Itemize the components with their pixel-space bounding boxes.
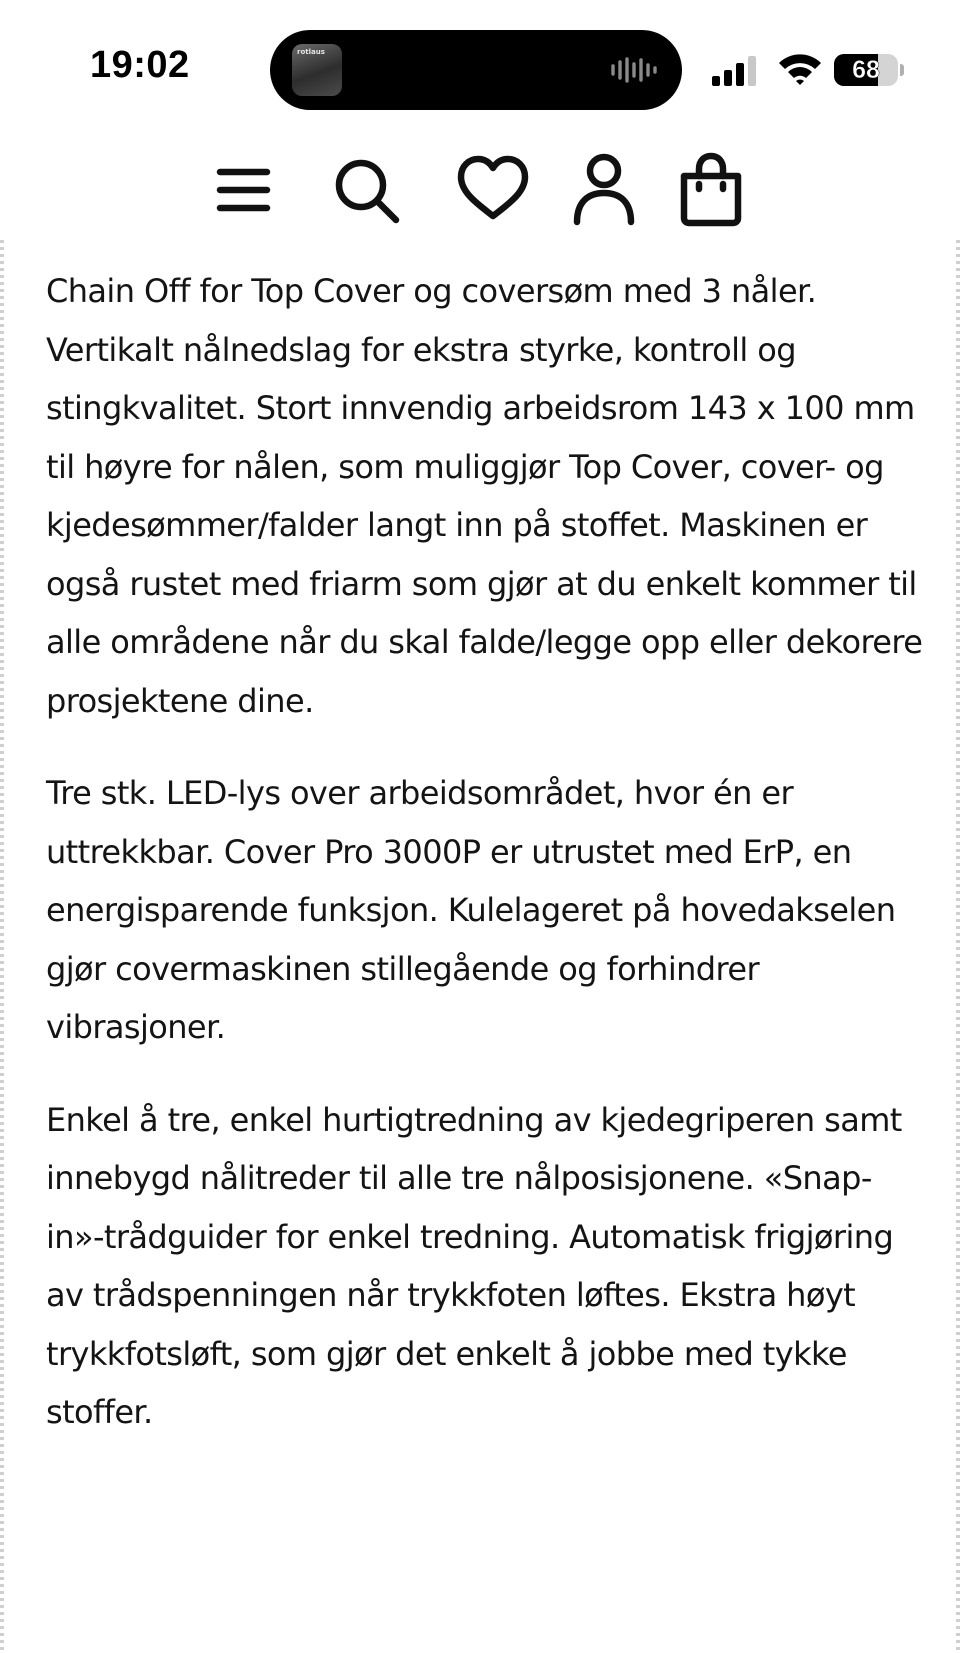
menu-button[interactable] xyxy=(211,152,287,228)
description-paragraph: Enkel å tre, enkel hurtigtredning av kjedegriperen samt innebygd nålitreder til alle tre nålposisjonene. «Snap-in»-trådguider for enkel tredning. Automatisk frigjøring av trådspenningen når trykkfoten løftes. Ekstra høyt trykkfotsløft, som gjør det enkelt å jobbe med tykke stoffer. xyxy=(46,1100,902,1431)
page-edge-left xyxy=(0,240,4,1653)
cellular-signal-icon xyxy=(712,56,760,86)
menu-icon xyxy=(211,152,287,228)
page-edge-right xyxy=(956,240,960,1653)
wishlist-button[interactable] xyxy=(455,152,531,228)
description-paragraph: Tre stk. LED-lys over arbeidsområdet, hvor én er uttrekkbar. Cover Pro 3000P er utrustet med ErP, en energisparende funksjon. Kulelageret på hovedakselen gjør covermaskinen stillegående og forhindrer vibrasjoner. xyxy=(46,774,896,1046)
status-time: 19:02 xyxy=(90,44,190,86)
search-icon xyxy=(330,152,406,228)
shop-nav-bar xyxy=(0,140,960,240)
audio-waveform-icon xyxy=(610,56,658,84)
description-paragraph: Chain Off for Top Cover og coversøm med 3 nåler. Vertikalt nålnedslag for ekstra styrke, kontroll og stingkvalitet. Stort innvendig arbeidsrom 143 x 100 mm til høyre for nålen, som muliggjør Top Cover, cover- og kjedesømmer/falder langt inn på stoffet. Maskinen er også rustet med friarm som gjør at du enkelt kommer til alle områdene når du skal falde/legge opp eller dekorere prosjektene dine. xyxy=(46,272,923,720)
now-playing-artwork-text: rotlaus xyxy=(297,48,325,56)
product-description xyxy=(46,262,926,1476)
now-playing-artwork xyxy=(292,44,342,96)
search-button[interactable] xyxy=(330,152,406,228)
cart-button[interactable] xyxy=(673,152,749,228)
user-icon xyxy=(566,152,642,228)
account-button[interactable] xyxy=(566,152,642,228)
heart-icon xyxy=(455,152,531,228)
status-bar xyxy=(0,0,960,140)
battery-percent-label: 68 xyxy=(852,56,880,84)
dynamic-island[interactable] xyxy=(270,30,682,110)
wifi-icon xyxy=(776,50,824,86)
battery-indicator xyxy=(834,54,906,86)
shopping-bag-icon xyxy=(673,152,749,228)
battery-body xyxy=(834,54,898,86)
battery-tip xyxy=(900,64,904,76)
